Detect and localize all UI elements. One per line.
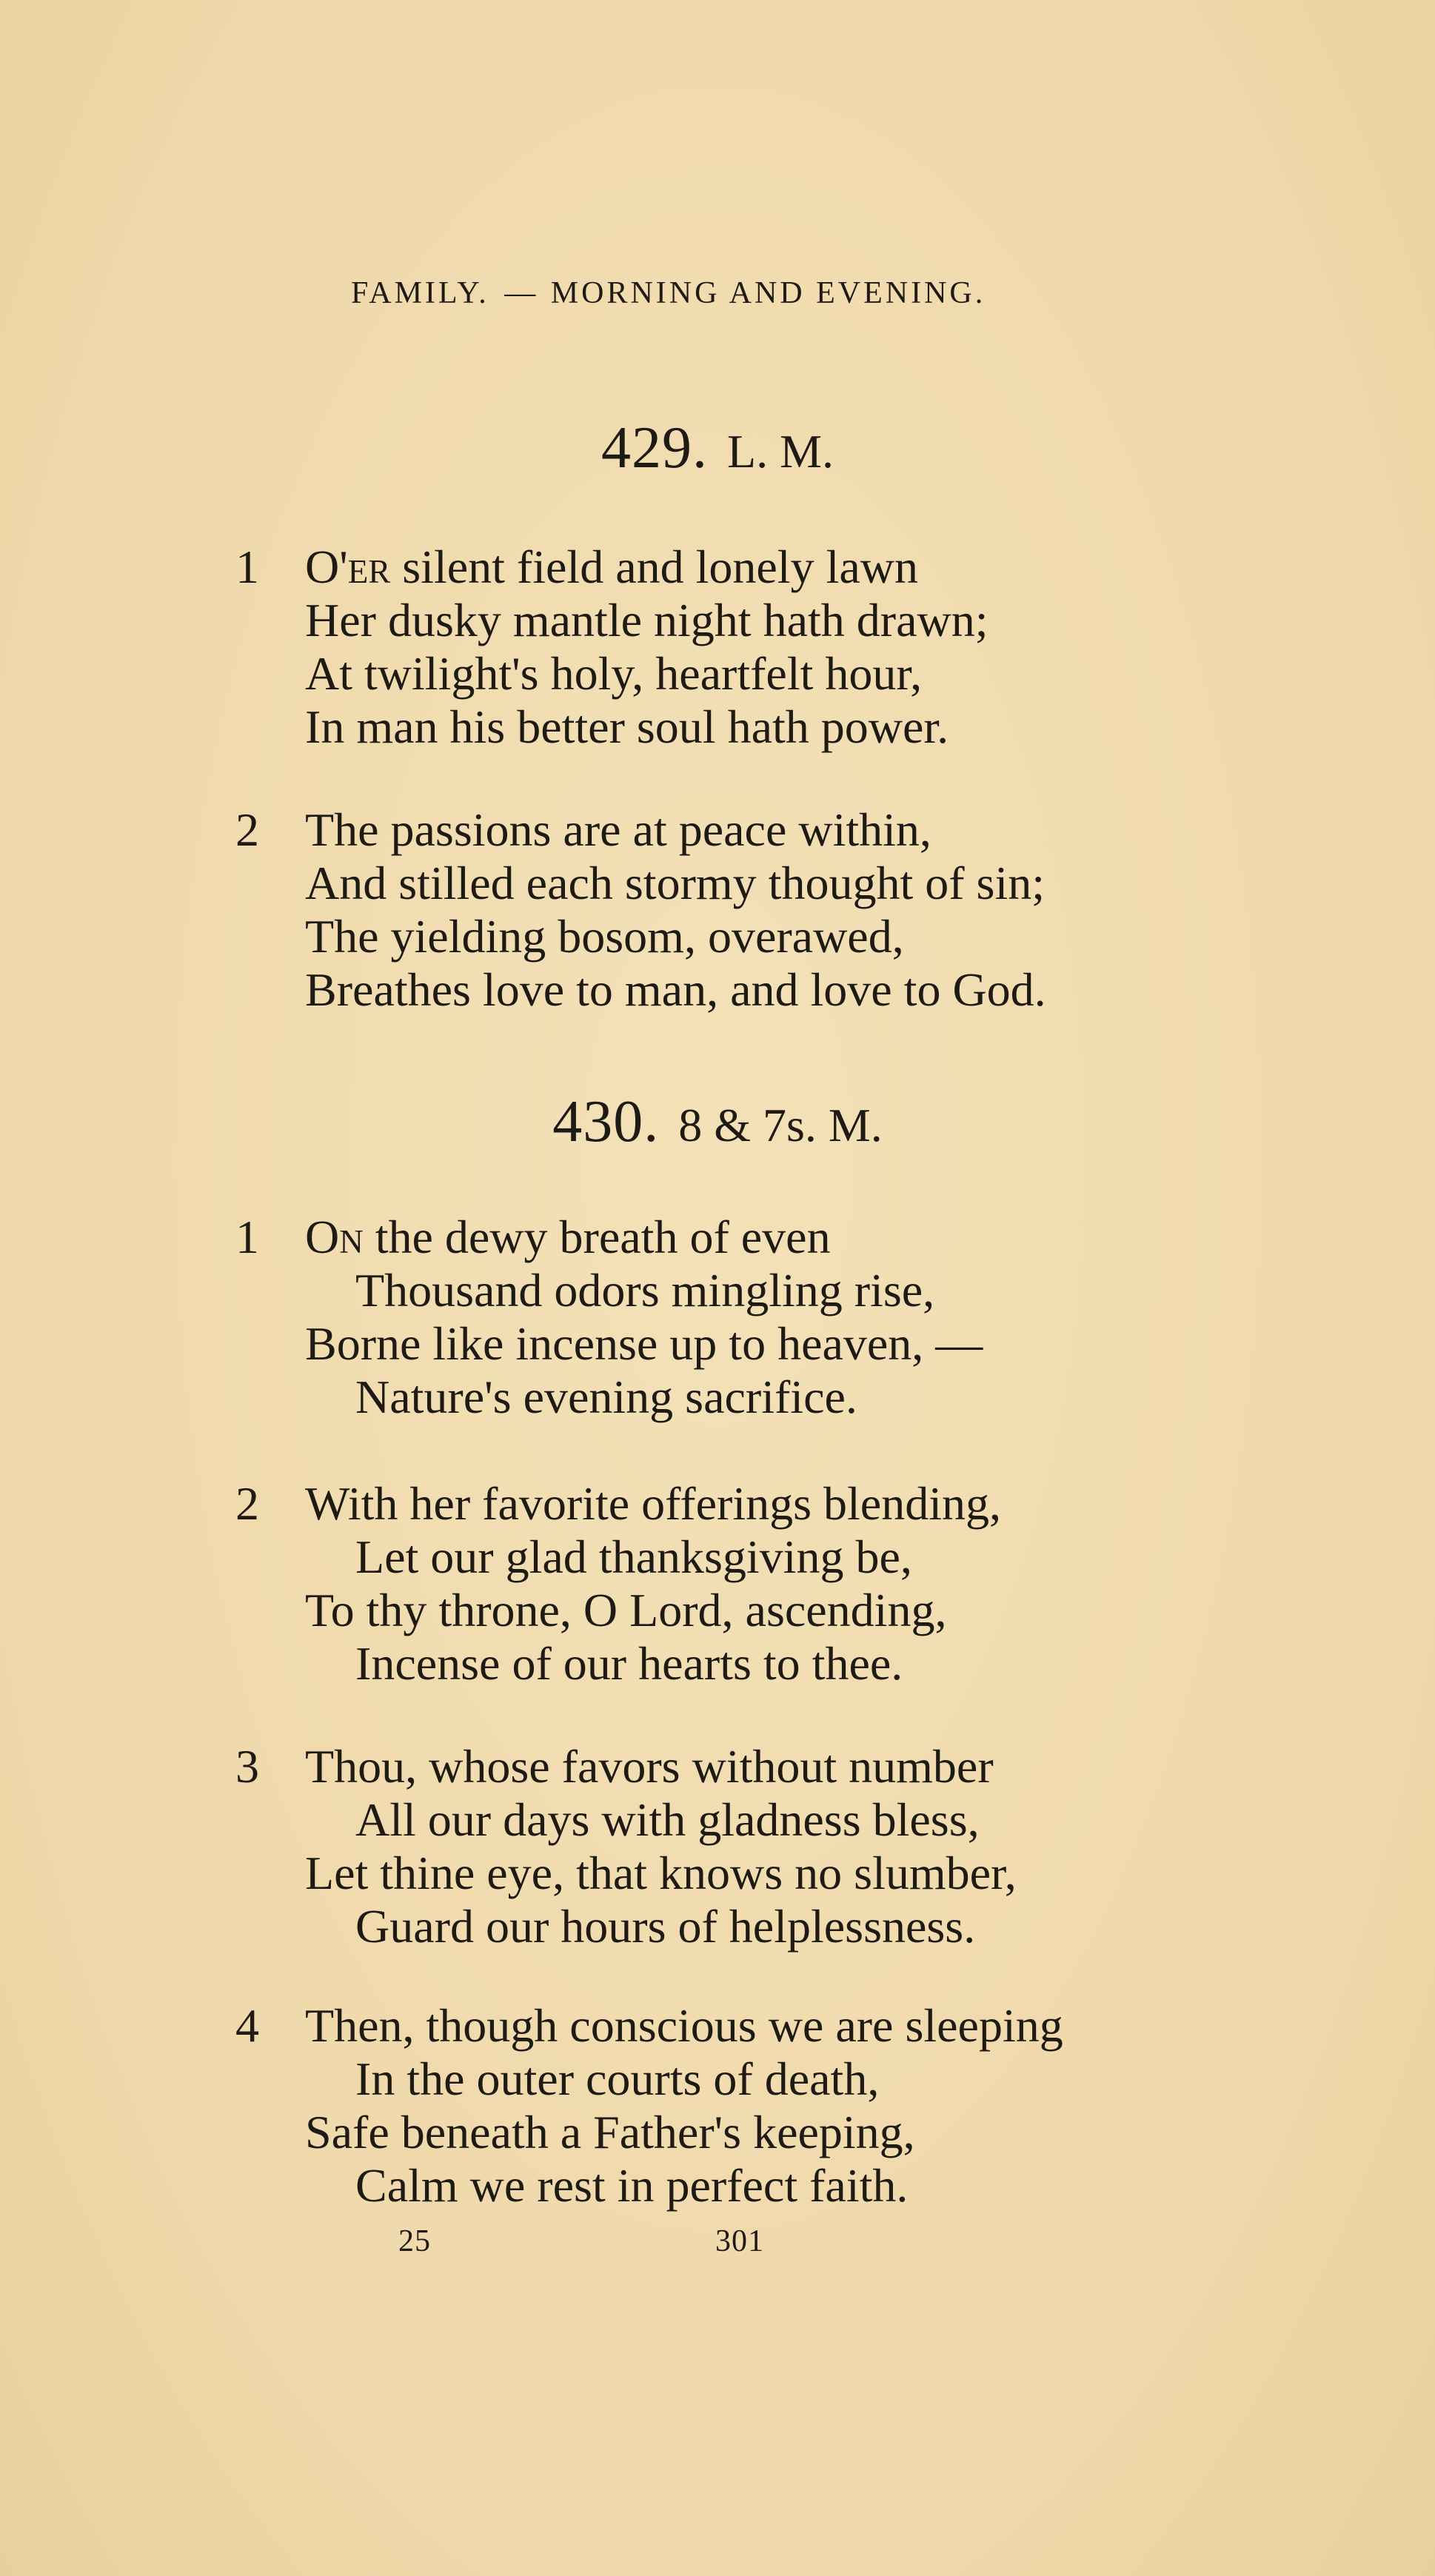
hymn-meter: 8 & 7s. M. [678,1099,883,1151]
verse-first-line: The passions are at peace within, [305,803,931,856]
hymn-429-verse-1 [235,541,988,754]
hymn-429-verse-2 [235,803,1046,1017]
hymn-430-verse-3 [235,1740,1017,1953]
verse-number: 1 [235,1211,259,1263]
verse-line: Incense of our hearts to thee. [355,1637,903,1690]
verse-number: 1 [235,541,259,593]
verse-number: 3 [235,1740,259,1793]
running-head [351,275,1143,311]
verse-first-word-small-caps: er [347,541,391,593]
verse-first-line: With her favorite offerings blending, [305,1477,1001,1530]
verse-line: Calm we rest in perfect faith. [355,2159,909,2212]
verse-line: At twilight's holy, heartfelt hour, [305,647,923,700]
verse-line: Let our glad thanksgiving be, [355,1530,912,1583]
running-head-topic: MORNING AND EVENING. [550,276,986,310]
hymn-meter: L. M. [727,425,834,478]
verse-line: To thy throne, O Lord, ascending, [305,1584,947,1636]
hymn-430-verse-4 [235,1999,1063,2212]
hymn-number: 429. [601,415,708,481]
verse-first-word: O' [305,541,348,593]
hymn-430-verse-1 [235,1211,983,1424]
verse-line: Borne like incense up to heaven, — [305,1317,983,1370]
verse-line: Nature's evening sacrifice. [355,1371,857,1423]
verse-line [235,1211,983,1264]
verse-first-word: O [305,1211,340,1263]
verse-line: The yielding bosom, overawed, [305,910,904,963]
running-head-section: FAMILY. [351,276,489,310]
verse-line: Her dusky mantle night hath drawn; [305,594,989,646]
verse-line: In man his better soul hath power. [305,700,949,753]
page-number: 301 [715,2224,764,2258]
verse-line [235,803,1046,857]
verse-line [235,1740,1017,1793]
verse-line [235,541,988,594]
verse-line: Breathes love to man, and love to God. [305,963,1046,1016]
verse-line [235,1999,1063,2053]
verse-number: 2 [235,1477,259,1530]
verse-line [235,1477,1001,1530]
verse-line: Let thine eye, that knows no slumber, [305,1847,1017,1899]
verse-line: Thousand odors mingling rise, [355,1264,935,1317]
signature-mark: 25 [398,2224,431,2258]
verse-line: All our days with gladness bless, [355,1793,980,1846]
verse-first-line-rest: the dewy breath of even [363,1211,831,1263]
verse-line: Guard our hours of helplessness. [355,1900,976,1953]
hymn-number: 430. [552,1089,660,1154]
verse-first-line: Then, though conscious we are sleeping [305,1999,1063,2052]
hymn-430-heading [0,1088,1435,1156]
verse-first-word-small-caps: n [339,1211,364,1263]
verse-line: Safe beneath a Father's keeping, [305,2106,915,2158]
verse-number: 2 [235,803,259,856]
verse-first-line: Thou, whose favors without number [305,1740,994,1793]
verse-first-line-rest: silent field and lonely lawn [390,541,918,593]
hymn-429-heading [0,415,1435,482]
running-head-dash: — [504,276,536,310]
verse-number: 4 [235,1999,259,2052]
hymn-430-verse-2 [235,1477,1001,1690]
verse-line: And stilled each stormy thought of sin; [305,857,1045,909]
verse-line: In the outer courts of death, [355,2053,880,2105]
